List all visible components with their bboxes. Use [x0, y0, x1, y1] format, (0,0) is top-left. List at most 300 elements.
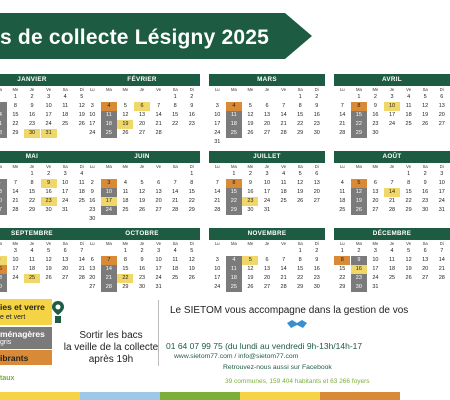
- month-name: MAI: [0, 151, 90, 163]
- sietom-heading: Le SIETOM vous accompagne dans la gestion de vos: [170, 305, 409, 316]
- day-cell: 4: [123, 180, 127, 186]
- sietom-stats: 39 communes, 159 404 habitants et 63 266 foyers: [225, 378, 370, 385]
- day-cell: 26: [122, 130, 129, 136]
- week-row: [334, 206, 450, 215]
- day-cell: 26: [351, 206, 367, 215]
- day-header: Ma: [105, 164, 112, 169]
- day-cell: 15: [339, 266, 346, 272]
- day-cell: 4: [101, 102, 117, 111]
- day-cell: 28: [280, 284, 287, 290]
- day-cell: 16: [188, 112, 195, 118]
- week-row: [84, 111, 200, 120]
- month-11: [334, 228, 450, 292]
- day-cell: 14: [172, 189, 179, 195]
- day-cell: [0, 170, 7, 179]
- month-name: JUIN: [84, 151, 200, 163]
- day-cell: 29: [405, 207, 412, 213]
- month-name: DÉCEMBRE: [334, 228, 450, 240]
- day-cell: 2: [47, 171, 51, 177]
- day-cell: 18: [172, 266, 179, 272]
- day-cell: 6: [315, 171, 319, 177]
- day-cell: 16: [247, 189, 254, 195]
- day-cell: 17: [263, 189, 271, 195]
- day-header: [0, 240, 7, 247]
- day-cell: 23: [313, 121, 320, 127]
- day-cell: 17: [12, 266, 19, 272]
- day-cell: 3: [390, 94, 394, 100]
- day-cell: 29: [122, 284, 129, 290]
- day-cell: 1: [30, 171, 34, 177]
- day-header: Lu: [89, 164, 95, 169]
- day-cell: 28: [101, 283, 117, 292]
- day-header: Ve: [281, 241, 287, 246]
- day-cell: 14: [214, 189, 221, 195]
- day-cell: 27: [422, 275, 429, 281]
- day-cell: 3: [63, 171, 67, 177]
- day-cell: 8: [190, 180, 194, 186]
- day-cell: 28: [388, 207, 396, 213]
- week-row: [334, 247, 450, 256]
- day-header-row: [209, 163, 325, 170]
- day-cell: 16: [138, 266, 146, 272]
- day-cell: 7: [440, 248, 444, 254]
- day-cell: 30: [422, 207, 429, 213]
- divider: [158, 300, 159, 366]
- day-cell: 27: [155, 207, 162, 213]
- day-cell: 5: [423, 94, 427, 100]
- month-name: MARS: [209, 74, 325, 86]
- day-cell: 28: [155, 130, 162, 136]
- day-cell: 11: [226, 111, 242, 120]
- legend-grey-bin: [0, 327, 52, 349]
- day-cell: 3: [215, 257, 219, 263]
- day-cell: [101, 93, 117, 102]
- day-header: Me: [122, 164, 129, 169]
- day-cell: 11: [78, 180, 85, 186]
- day-cell: 23: [89, 207, 96, 213]
- day-header: Ve: [406, 241, 412, 246]
- day-cell: 10: [263, 180, 271, 186]
- day-cell: 5: [80, 94, 84, 100]
- day-cell: 25: [405, 121, 412, 127]
- month-name: NOVEMBRE: [209, 228, 325, 240]
- day-cell: 4: [173, 248, 177, 254]
- day-cell: [101, 215, 117, 224]
- day-header: Je: [139, 164, 145, 169]
- week-row: [84, 283, 200, 292]
- day-cell: [417, 283, 433, 292]
- day-cell: [167, 215, 183, 224]
- day-cell: 11: [29, 257, 35, 263]
- week-row: [84, 265, 200, 274]
- week-row: [84, 256, 200, 265]
- day-cell: 1: [190, 171, 194, 177]
- week-row: [334, 120, 450, 129]
- month-5: [84, 151, 200, 224]
- day-cell: 27: [313, 198, 320, 204]
- day-cell: [401, 283, 417, 292]
- day-header-row: [334, 163, 450, 170]
- day-cell: 10: [101, 188, 117, 197]
- day-cell: 24: [372, 275, 379, 281]
- day-cell: 28: [172, 207, 179, 213]
- day-header-row: [84, 86, 200, 93]
- day-cell: [0, 265, 7, 274]
- week-row: [209, 206, 325, 215]
- sietom-website-link[interactable]: www.sietom77.com / info@sietom77.com: [174, 353, 299, 360]
- legend-orange-bin: [0, 350, 52, 365]
- day-cell: 31: [214, 139, 221, 145]
- day-cell: [226, 247, 242, 256]
- day-cell: 25: [172, 275, 179, 281]
- day-cell: 10: [89, 112, 96, 118]
- day-cell: [242, 247, 258, 256]
- day-cell: 17: [214, 121, 221, 127]
- day-cell: 10: [155, 257, 162, 263]
- day-cell: [367, 170, 383, 179]
- day-cell: 9: [315, 257, 319, 263]
- day-cell: [0, 129, 7, 138]
- month-name: AOÛT: [334, 151, 450, 163]
- day-cell: [276, 247, 292, 256]
- day-cell: 27: [372, 207, 379, 213]
- day-cell: [434, 129, 450, 138]
- day-header: Me: [372, 87, 379, 92]
- day-cell: 1: [298, 94, 302, 100]
- day-cell: 26: [247, 284, 254, 290]
- week-row: [334, 283, 450, 292]
- day-cell: 9: [30, 103, 34, 109]
- day-cell: 28: [438, 275, 445, 281]
- day-cell: 1: [298, 248, 302, 254]
- day-cell: [24, 283, 40, 292]
- day-cell: 8: [173, 103, 177, 109]
- day-cell: 24: [101, 206, 117, 215]
- day-cell: 16: [422, 189, 429, 195]
- day-cell: 20: [438, 112, 445, 118]
- day-header: Sa: [62, 164, 68, 169]
- day-cell: 8: [226, 179, 242, 188]
- day-cell: 17: [155, 266, 162, 272]
- week-row: [0, 206, 90, 215]
- day-cell: [57, 283, 73, 292]
- day-cell: 10: [214, 112, 221, 118]
- day-header: Ma: [355, 241, 362, 246]
- day-cell: 2: [423, 171, 427, 177]
- day-header: Ve: [406, 87, 412, 92]
- day-header: Lu: [339, 87, 345, 92]
- day-cell: 12: [405, 257, 412, 263]
- week-row: [334, 93, 450, 102]
- month-6: [209, 151, 325, 215]
- day-cell: 13: [62, 257, 69, 263]
- day-cell: 31: [263, 207, 271, 213]
- day-cell: 6: [373, 180, 377, 186]
- day-cell: 6: [134, 102, 150, 111]
- day-header: Sa: [297, 87, 303, 92]
- week-row: [0, 93, 90, 102]
- day-cell: 2: [248, 171, 252, 177]
- day-cell: 12: [138, 189, 146, 195]
- month-2: [209, 74, 325, 147]
- day-header: Ve: [156, 241, 162, 246]
- day-cell: 3: [440, 171, 444, 177]
- day-cell: 25: [122, 207, 129, 213]
- day-cell: 4: [226, 102, 242, 111]
- day-cell: 15: [12, 112, 19, 118]
- day-cell: 25: [101, 129, 117, 138]
- day-cell: [0, 247, 7, 256]
- day-header: Sa: [297, 241, 303, 246]
- day-header: Je: [29, 241, 35, 246]
- day-cell: [0, 274, 7, 283]
- day-header-row: [0, 86, 90, 93]
- day-cell: 30: [138, 284, 146, 290]
- day-cell: 18: [280, 189, 287, 195]
- day-cell: 9: [315, 103, 319, 109]
- day-cell: 19: [188, 266, 195, 272]
- day-cell: 29: [28, 207, 36, 213]
- day-cell: [259, 247, 275, 256]
- day-header: Di: [189, 164, 194, 169]
- day-header: Lu: [89, 241, 95, 246]
- day-cell: [0, 111, 7, 120]
- day-cell: 21: [172, 198, 179, 204]
- day-cell: 4: [226, 256, 242, 265]
- day-cell: 14: [12, 189, 19, 195]
- week-row: [0, 265, 90, 274]
- day-cell: 23: [313, 275, 320, 281]
- day-cell: 27: [62, 275, 69, 281]
- week-row: [334, 265, 450, 274]
- day-cell: 29: [351, 129, 367, 138]
- day-header: Je: [29, 87, 35, 92]
- day-cell: 10: [45, 103, 52, 109]
- day-header: Sa: [422, 164, 428, 169]
- day-cell: 25: [226, 283, 242, 292]
- day-cell: 5: [190, 248, 194, 254]
- day-cell: 26: [422, 121, 429, 127]
- day-cell: 20: [138, 121, 146, 127]
- day-header: Lu: [214, 241, 220, 246]
- day-header: Je: [264, 241, 270, 246]
- week-row: [209, 93, 325, 102]
- day-cell: 17: [372, 266, 379, 272]
- footer-segment: [80, 392, 160, 400]
- day-cell: 22: [117, 274, 133, 283]
- day-cell: 20: [62, 266, 69, 272]
- day-header: Ma: [230, 241, 237, 246]
- day-cell: 6: [157, 180, 161, 186]
- day-cell: 20: [155, 198, 162, 204]
- day-cell: [209, 93, 225, 102]
- week-row: [209, 197, 325, 206]
- day-header-row: [209, 86, 325, 93]
- day-cell: 1: [123, 248, 127, 254]
- day-cell: 28: [214, 207, 221, 213]
- day-cell: [117, 215, 133, 224]
- day-header: Me: [372, 164, 379, 169]
- day-cell: [242, 138, 258, 147]
- sortir-notice: [55, 330, 167, 366]
- day-cell: 16: [372, 112, 379, 118]
- week-row: [209, 111, 325, 120]
- day-cell: [226, 93, 242, 102]
- day-header: Je: [29, 164, 35, 169]
- day-cell: 19: [138, 198, 146, 204]
- day-header: Ma: [230, 87, 237, 92]
- legend-yellow-bin: [0, 299, 52, 325]
- month-name: OCTOBRE: [84, 228, 200, 240]
- day-cell: [417, 129, 433, 138]
- day-cell: 15: [122, 266, 129, 272]
- week-row: [0, 120, 90, 129]
- day-cell: 30: [351, 283, 367, 292]
- day-cell: 17: [214, 275, 221, 281]
- day-header: Je: [389, 164, 395, 169]
- week-row: [334, 111, 450, 120]
- sortir-line: la veille de la collecte: [63, 342, 159, 353]
- day-cell: 2: [90, 180, 94, 186]
- week-row: [0, 256, 90, 265]
- day-cell: 23: [422, 198, 429, 204]
- day-header: Di: [79, 164, 84, 169]
- day-cell: 21: [101, 274, 117, 283]
- day-cell: 26: [45, 275, 52, 281]
- sietom-phone: 01 64 07 99 75 (du lundi au vendredi 9h-13h/14h-17: [166, 341, 363, 351]
- day-cell: 17: [388, 112, 396, 118]
- day-cell: 18: [62, 112, 69, 118]
- day-cell: 20: [263, 275, 271, 281]
- day-cell: 6: [90, 257, 94, 263]
- day-cell: 20: [422, 266, 429, 272]
- day-cell: 22: [226, 197, 242, 206]
- day-cell: [167, 129, 183, 138]
- week-row: [209, 120, 325, 129]
- day-header: Ma: [105, 87, 112, 92]
- week-row: [84, 247, 200, 256]
- month-9: [84, 228, 200, 292]
- day-cell: 4: [80, 171, 84, 177]
- day-cell: 3: [13, 248, 17, 254]
- day-header-row: [84, 240, 200, 247]
- day-cell: 8: [334, 256, 350, 265]
- day-cell: 5: [351, 179, 367, 188]
- day-cell: 26: [247, 130, 254, 136]
- day-cell: 25: [339, 207, 346, 213]
- week-row: [209, 188, 325, 197]
- day-cell: 26: [405, 275, 412, 281]
- week-row: [209, 274, 325, 283]
- day-cell: [134, 215, 150, 224]
- day-cell: 6: [265, 257, 269, 263]
- day-cell: 22: [12, 121, 19, 127]
- footer-segment: [160, 392, 240, 400]
- page-title: s de collecte Lésigny 2025: [0, 26, 270, 49]
- day-cell: [351, 170, 367, 179]
- week-row: [334, 256, 450, 265]
- day-cell: 3: [265, 171, 269, 177]
- day-cell: 14: [280, 266, 287, 272]
- day-header: Ve: [156, 87, 162, 92]
- week-row: [334, 129, 450, 138]
- day-cell: 1: [232, 171, 236, 177]
- week-row: [0, 129, 90, 138]
- day-cell: 30: [247, 207, 254, 213]
- day-header: Je: [264, 87, 270, 92]
- day-cell: [151, 215, 167, 224]
- day-cell: [384, 129, 400, 138]
- day-cell: [7, 170, 23, 179]
- day-cell: 15: [405, 189, 412, 195]
- day-cell: 18: [122, 198, 129, 204]
- day-header: Me: [12, 87, 19, 92]
- week-row: [209, 170, 325, 179]
- day-cell: 21: [12, 198, 19, 204]
- day-header: Di: [439, 241, 444, 246]
- day-cell: 24: [12, 275, 19, 281]
- day-cell: 12: [351, 188, 367, 197]
- day-cell: 14: [339, 112, 346, 118]
- week-row: [209, 102, 325, 111]
- day-cell: 28: [12, 207, 19, 213]
- day-cell: 8: [407, 180, 411, 186]
- day-header: Di: [314, 241, 319, 246]
- day-cell: 26: [297, 198, 304, 204]
- day-header: Me: [247, 87, 254, 92]
- day-cell: [84, 247, 100, 256]
- day-cell: [401, 129, 417, 138]
- day-cell: 30: [313, 284, 320, 290]
- day-cell: 16: [351, 265, 367, 274]
- day-cell: 14: [155, 112, 162, 118]
- day-cell: 29: [297, 130, 304, 136]
- month-name: JANVIER: [0, 74, 90, 86]
- day-cell: 15: [226, 188, 242, 197]
- footer-segment: [320, 392, 400, 400]
- day-cell: 23: [242, 197, 258, 206]
- day-cell: 17: [62, 189, 69, 195]
- day-cell: 16: [28, 112, 36, 118]
- day-cell: 5: [407, 248, 411, 254]
- day-cell: [309, 138, 325, 147]
- month-10: [209, 228, 325, 292]
- day-cell: 11: [389, 257, 395, 263]
- day-cell: 26: [138, 207, 146, 213]
- day-cell: [84, 93, 100, 102]
- week-row: [0, 170, 90, 179]
- day-cell: 26: [78, 121, 85, 127]
- day-cell: 5: [248, 103, 252, 109]
- day-cell: [0, 179, 7, 188]
- week-row: [84, 197, 200, 206]
- day-cell: 24: [263, 198, 271, 204]
- day-header: Ma: [355, 87, 362, 92]
- day-cell: 29: [12, 130, 19, 136]
- day-cell: 7: [390, 180, 394, 186]
- day-cell: 18: [101, 120, 117, 129]
- day-cell: [434, 283, 450, 292]
- day-cell: 19: [247, 275, 254, 281]
- day-cell: 13: [422, 257, 429, 263]
- day-cell: 10: [372, 257, 379, 263]
- day-header: Lu: [339, 164, 345, 169]
- week-row: [0, 283, 90, 292]
- month-3: [334, 74, 450, 138]
- day-cell: 5: [242, 256, 258, 265]
- day-cell: 12: [422, 103, 429, 109]
- week-row: [0, 274, 90, 283]
